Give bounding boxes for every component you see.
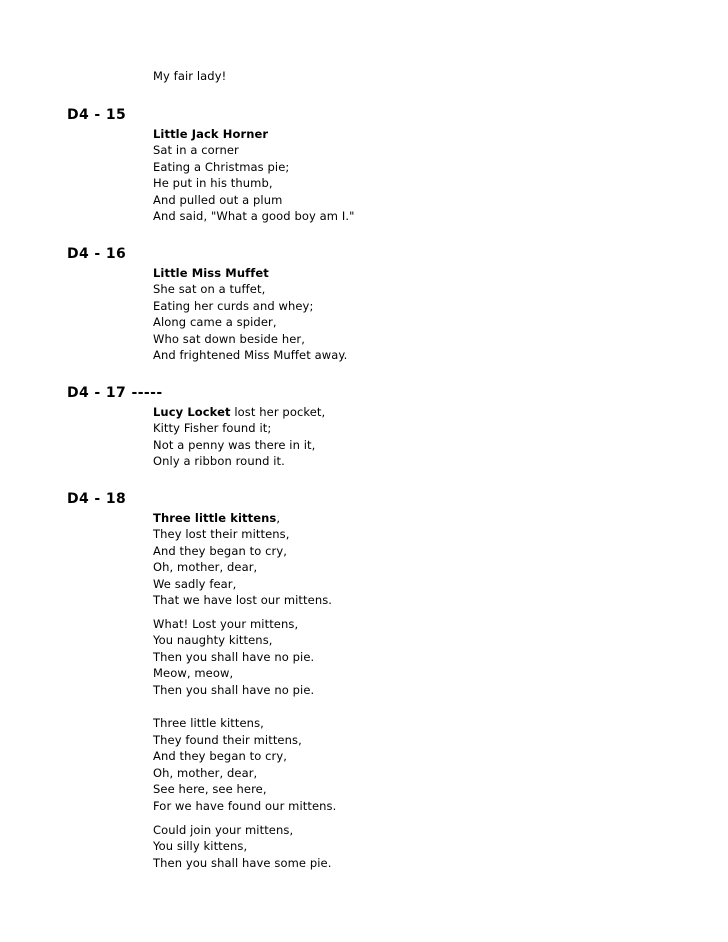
poem-line: Then you shall have some pie. xyxy=(153,856,332,870)
poem-title-rest: , xyxy=(276,511,281,525)
poem-title: Little Jack Horner xyxy=(153,127,269,141)
poem-line: And frightened Miss Muffet away. xyxy=(153,348,348,362)
poem-line: Oh, mother, dear, xyxy=(153,766,258,780)
section-heading: D4 - 18 xyxy=(67,491,127,507)
section-heading: D4 - 17 ----- xyxy=(67,385,163,401)
poem-line: Eating a Christmas pie; xyxy=(153,160,290,174)
poem-line: They found their mittens, xyxy=(153,733,302,747)
poem-line: For we have found our mittens. xyxy=(153,799,337,813)
poem-line: Who sat down beside her, xyxy=(153,332,305,346)
poem-line: We sadly fear, xyxy=(153,577,237,591)
poem-line: Kitty Fisher found it; xyxy=(153,421,272,435)
poem-line: And they began to cry, xyxy=(153,749,288,763)
poem-title-line xyxy=(153,404,325,420)
poem-line: See here, see here, xyxy=(153,782,267,796)
poem-title: Three little kittens xyxy=(153,511,277,525)
poem-line: Only a ribbon round it. xyxy=(153,454,285,468)
poem-line: Meow, meow, xyxy=(153,666,234,680)
poem-line: Oh, mother, dear, xyxy=(153,560,258,574)
intro-line: My fair lady! xyxy=(153,69,227,83)
poem-title-line xyxy=(153,510,280,526)
section-heading: D4 - 16 xyxy=(67,246,127,262)
poem-line: Sat in a corner xyxy=(153,143,239,157)
poem-line: And they began to cry, xyxy=(153,544,288,558)
poem-line: She sat on a tuffet, xyxy=(153,282,266,296)
poem-line: You silly kittens, xyxy=(153,839,248,853)
poem-title-rest: lost her pocket, xyxy=(230,405,326,419)
poem-line: Eating her curds and whey; xyxy=(153,299,314,313)
poem-line: Along came a spider, xyxy=(153,315,277,329)
section-heading: D4 - 15 xyxy=(67,107,127,123)
poem-line: That we have lost our mittens. xyxy=(153,593,333,607)
poem-title: Lucy Locket xyxy=(153,405,231,419)
poem-title: Little Miss Muffet xyxy=(153,266,269,280)
poem-line: They lost their mittens, xyxy=(153,527,290,541)
poem-line: Could join your mittens, xyxy=(153,823,294,837)
poem-line: And pulled out a plum xyxy=(153,193,283,207)
poem-line: Then you shall have no pie. xyxy=(153,683,315,697)
poem-line: Then you shall have no pie. xyxy=(153,650,315,664)
poem-line: Three little kittens, xyxy=(153,716,264,730)
poem-line: What! Lost your mittens, xyxy=(153,617,299,631)
poem-line: And said, "What a good boy am I." xyxy=(153,209,355,223)
poem-line: He put in his thumb, xyxy=(153,176,273,190)
poem-line: You naughty kittens, xyxy=(153,633,273,647)
poem-line: Not a penny was there in it, xyxy=(153,438,316,452)
